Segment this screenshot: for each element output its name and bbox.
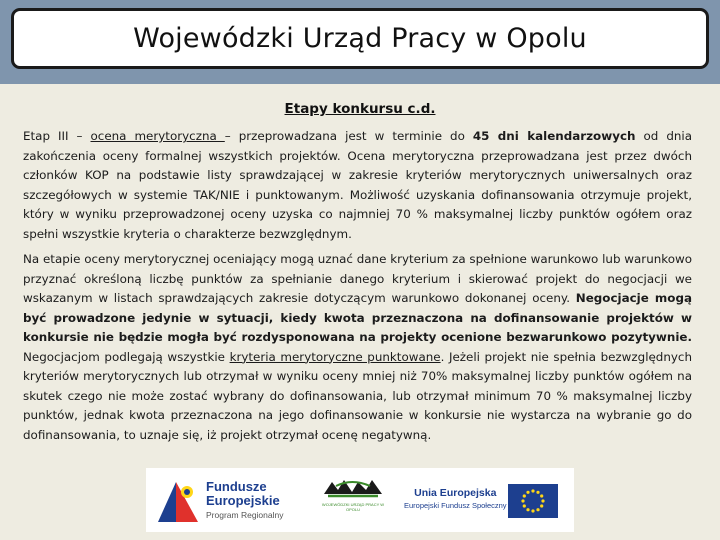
p2-part3: . Jeżeli projekt nie spełnia bezwzględnych kryteriów merytorycznych lub otrzymał w wyniku oceny mniej niż 70% maksymalnej liczby punktów ogółem na skutek czego nie może zostać wybrany do dofinansowania, lub otrzymał minimum 70 % maksymalnej liczby punktów, jednak kwota przeznaczona na jego dofinansowanie w konkursie nie wystarcza na wybranie go do dofinansowania, to uznaje się, iż projekt otrzymał ocenę negatywną.: [23, 349, 693, 442]
p2-underlined: kryteria merytoryczne punktowane: [229, 349, 441, 364]
fundusze-europejskie-logo-icon: [154, 478, 200, 524]
body-text: [23, 127, 692, 451]
p1-lead-underlined: ocena merytoryczna: [90, 129, 225, 143]
fe-line1: Fundusze: [206, 479, 267, 494]
fe-line2: Europejskie: [206, 493, 280, 508]
unia-europejska-text: [404, 486, 507, 511]
p1-lead: Etap III –: [23, 129, 91, 143]
paragraph-negocjacje: [23, 250, 692, 445]
slide-content: [0, 84, 720, 540]
fe-line3: Program Regionalny: [206, 510, 284, 520]
title-box: [11, 8, 709, 69]
p1-part1: – przeprowadzana jest w terminie do: [224, 129, 473, 143]
p1-part2: od dnia zakończenia oceny formalnej wszystkich projektów. Ocena merytoryczna przeprowadzana jest przez dwóch członków KOP na podstawie listy sprawdzającej w zakresie kryteriów merytorycznych uniwersalnych oraz szczegółowych w systemie TAK/NIE i punktowanym. Możliwość uzyskania dofinansowania otrzymuje projekt, który w wyniku przeprowadzonej oceny uzyska co najmniej 70 % maksymalnej liczby punktów ogółem oraz spełni wszystkie kryteria o charakterze bezwzględnym.: [23, 129, 692, 241]
slide-subtitle: Etapy konkursu c.d.: [284, 101, 436, 117]
fundusze-europejskie-text: [206, 480, 283, 522]
paragraph-etap-iii: [23, 127, 692, 244]
p1-bold-term: 45 dni kalendarzowych: [472, 129, 636, 143]
wup-logo: [318, 476, 388, 512]
p2-part2: Negocjacjom podlegają wszystkie: [23, 349, 230, 364]
wup-figures-icon: [322, 476, 384, 498]
eu-flag-icon: [508, 484, 558, 518]
p2-part1: Na etapie oceny merytorycznej oceniający mogą uznać dane kryterium za spełnione warunkowo lub warunkowo przyznać określoną liczbę punktów za spełnianie danego kryterium i skierować projekt do negocjacji we wskazanym w listach sprawdzających zakresie dotyczącym warunkowo dokonanej oceny.: [23, 252, 692, 305]
wup-label: WOJEWÓDZKI URZĄD PRACY W OPOLU: [321, 502, 385, 512]
logo-strip: [146, 468, 574, 532]
ue-line1: Unia Europejska: [414, 487, 497, 499]
ue-line2: Europejski Fundusz Społeczny: [404, 501, 507, 510]
slide-title: Wojewódzki Urząd Pracy w Opolu: [133, 23, 587, 54]
p2-bold: Negocjacje mogą być prowadzone jedynie w sytuacji, kiedy kwota przeznaczona na dofinansowanie projektów w konkursie nie będzie mogła być rozdysponowana na projekty ocenione bezwarunkowo pozytywnie.: [23, 291, 692, 344]
header-band: [0, 0, 720, 84]
